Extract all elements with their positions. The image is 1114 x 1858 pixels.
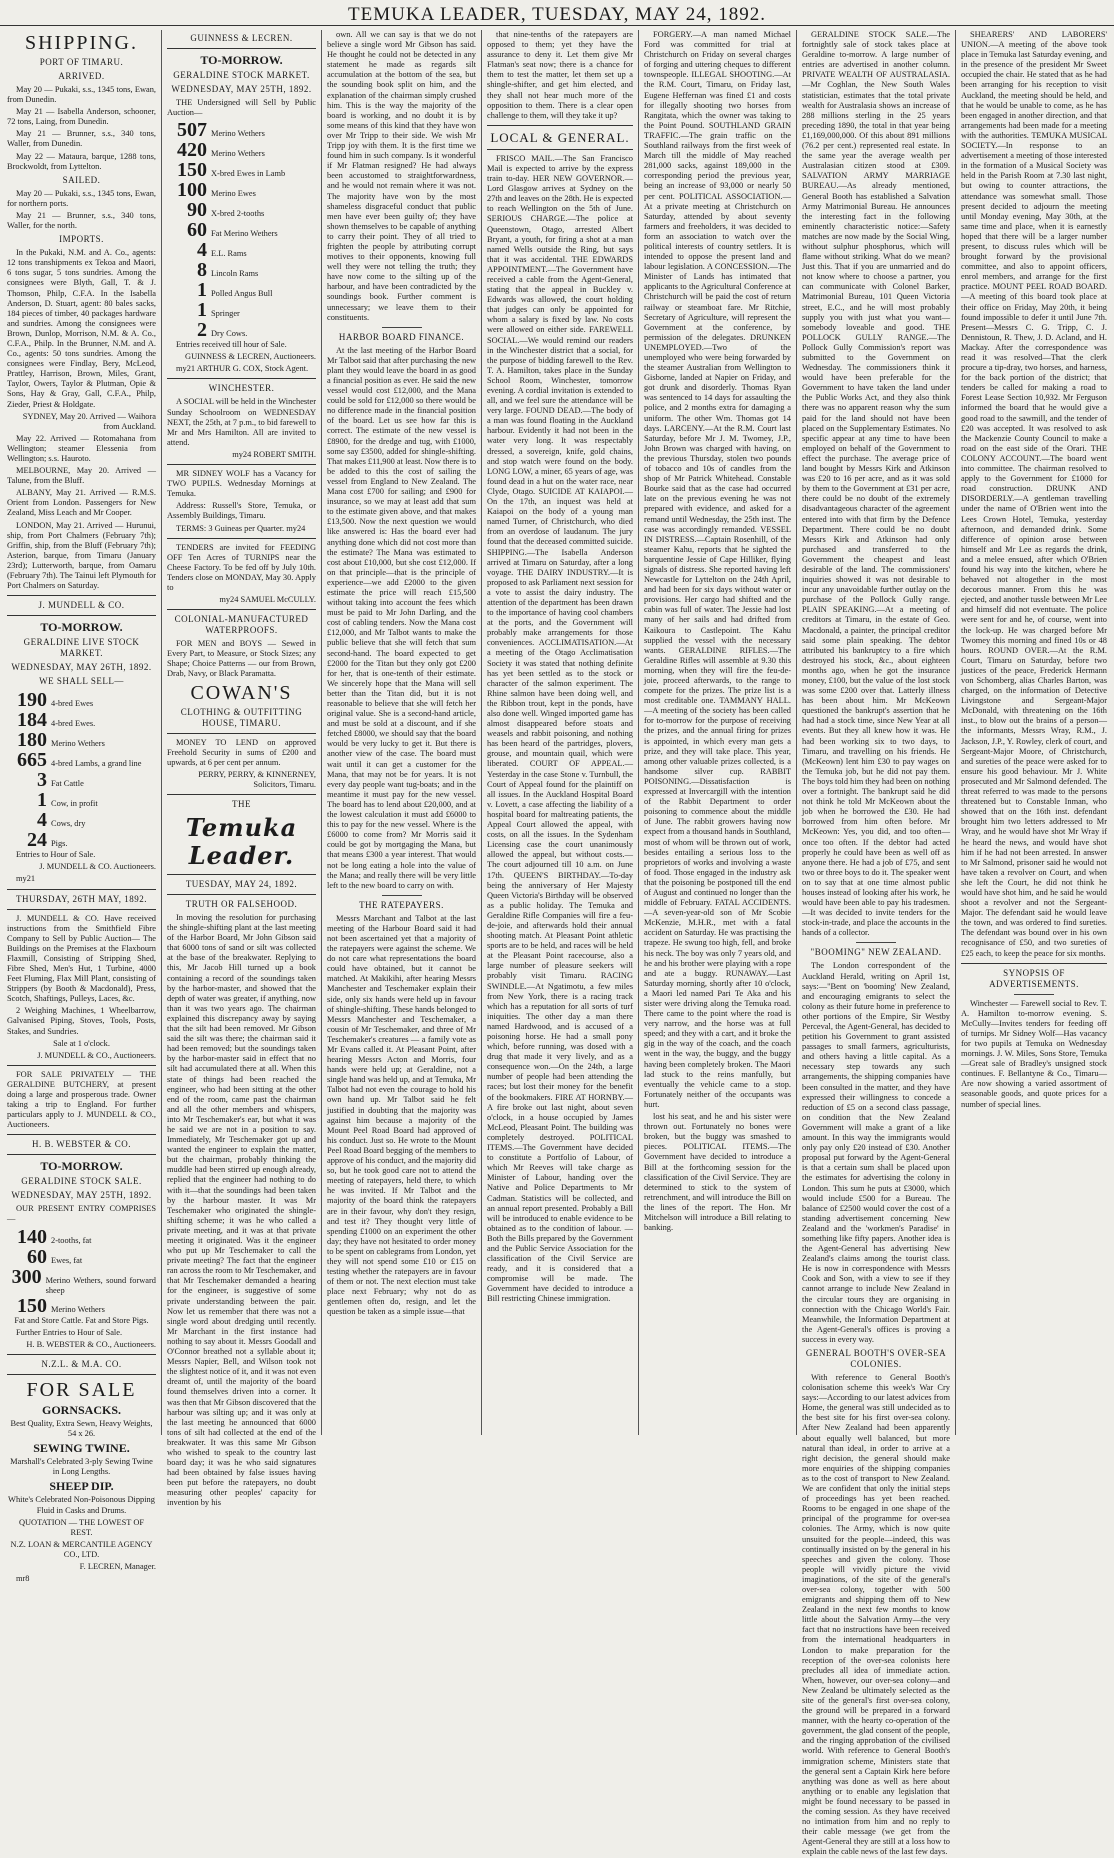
lot-description: Fat Cattle [51, 779, 84, 789]
lot-row [7, 790, 156, 810]
lot-number: 4 [197, 239, 207, 262]
lot-number: 190 [17, 689, 47, 712]
arrival-item: May 21 — Brunner, s.s., 340 tons, Waller, from Dunedin. [7, 129, 156, 149]
article-text: SHEARERS' AND LABORERS' UNION.—A meeting of the above took place in Temuka last Saturday evening, and in the presence of the president Mr Sweet occupied the chair. He stated that as he had been arranging for his reception to visit Auckland, the meeting should be held, and that he would be unable to come, as he has been engaged in another direction, and that arrangements had been made for a meeting with the authorities. TEMUKA MUSICAL SOCIETY.—In response to an advertisement a meeting of those interested in the formation of a Musical Society was held in the Parish Room at 7.30 last night, but owing to counter attractions, the attendance was somewhat small. Those present decided to adjourn the meeting until Monday evening, May 30th, at the same time and place, when it is earnestly hoped that there will be a larger number present, to discuss rules which will be brought forward by the provisional committee, and also to appoint officers, enrol members, and arrange for the first practice. MOUNT PEEL ROAD BOARD.—A meeting of this board took place at their office on Friday, May 20th, it being found impossible to defer it until June 7th. Present—Messrs C. G. Tripp, C. J. Dennistoun, R. Thew, J. D. Acland, and H. Mackay. After the correspondence was read it was resolved—That the clerk procure a tip-dray, two horses, and harness, for the back portion of the district; that tenders be called for making a road to Forest Lease Section 10,932. Mr Ferguson informed the board that he would give a good road to the sawmill, and the tender of £20 was accepted. It was resolved to ask the Mackenzie County Council to make a road on the east side of the Orari. THE COLONY ACCOUNT.—The board went into committee. The chairman resolved to apply to the Government for £1000 for road construction. DRUNK AND DISORDERLY.—A gentleman travelling under the name of O'Brien went into the Lees Crown Hotel, Temuka, yesterday afternoon, and demanded drink. Some difference of opinion arose between himself and Mr Lee as regards the drink, and a melee ensued, after which O'Brien found his way into the kitchen, where he behaved not altogether in the most decorous manner. From this he was ejected, and another tussle between Mr Lee and himself did not eventuate. The police were sent for and he, of course, went into the lock-up. He was charged before Mr Twomey this morning and fined 10s or 48 hours. ROUND OVER.—At the R.M. Court, Timaru on Saturday, before two justices of the peace, Frederick Hermann von Schomberg, alias Charles Barton, was charged, on the information of Detective Livingstone and Sergeant-Major McDonald, with threatening on the 16th inst., to blow out the brains of a person—the informants, Messrs Wray, R.M., J. Jackson, J.P., Y. Rowley, clerk of court, and Sergeant-Major Moore, of Christchurch, and sureties of the peace were asked for to ensure his good behaviour. Mr J. White prosecuted and Mr Salmond defended. The threat referred to was made to the persons threatened but to Constable Inman, who showed that on the 16th inst. defendant brought him two letters addressed to Mr Wray, and he would have shot Mr Wray if he heard the news, and would have shot him if he had not been arrested. In answer to Mr Salmond, prisoner said he would not have taken a revolver on Court, and when she left the Court, he did not think he would have shot him, and he said he would shoot a revolver and not the Sergeant-Major. The defendant said he would leave the town, and was ordered to find sureties. The defendant was bound over in his own recognisance of £50, and two sureties of £25 each, to keep the peace for six months. [961, 30, 1107, 958]
divider [167, 464, 316, 465]
paper-title-prefix: THE [232, 799, 251, 809]
lot-description: Cow, in profit [51, 799, 98, 809]
notice-signature: my24 SAMUEL McCULLY. [219, 595, 316, 605]
product-description: White's Celebrated Non-Poisonous Dipping Fluid in Casks and Drums. [8, 1495, 155, 1515]
place-heading: WINCHESTER. [208, 383, 275, 394]
lot-row [167, 160, 316, 180]
column-2 [161, 30, 321, 1508]
column-6 [796, 30, 955, 1857]
sailed-heading: SAILED. [62, 174, 101, 185]
tomorrow-heading: TO-MORROW. [40, 1159, 123, 1174]
lot-row [7, 710, 156, 730]
sydney-news: SYDNEY, May 20. Arrived — Waihora from Auckland. [22, 411, 156, 431]
article-text: that nine-tenths of the ratepayers are opposed to them; yet they have the assurance to deny it. Let them give Mr Flatman's seat now; there is a chance for them to test the matter, let them set up a shingle-shifter, and get him elected, and they shall not hear much more of the opposition to them. There is a clear open challenge to them, will they take it up? [487, 30, 633, 120]
lot-row [167, 180, 316, 200]
lot-row [167, 260, 316, 280]
divider [167, 794, 316, 795]
lot-row [7, 770, 156, 790]
market-heading: GERALDINE LIVE STOCK MARKET. [23, 637, 140, 659]
divider [7, 909, 156, 910]
advertiser-name: N.Z.L. & M.A. CO. [41, 1359, 122, 1370]
divider [961, 963, 1107, 964]
sale-date: THURSDAY, 26TH MAY, 1892. [15, 893, 148, 904]
divider [487, 125, 633, 126]
agent-line: my21 ARTHUR G. COX, Stock Agent. [176, 364, 309, 374]
lot-number: 2 [197, 319, 207, 342]
pupils-address: Address: Russell's Store, Temuka, or Assembly Buildings, Timaru. [167, 501, 316, 521]
sailing-item: May 20 — Pukaki, s.s., 1345 tons, Ewan, for northern ports. [7, 188, 156, 208]
divider [7, 1154, 156, 1155]
lot-number: 60 [27, 1245, 47, 1268]
lot-description: E.L. Rams [211, 249, 247, 259]
article-heading: HARBOR BOARD FINANCE. [338, 331, 465, 342]
article-text: At the last meeting of the Harbor Board Mr Talbot said that after purchasing the new plant they would leave the board in as good a financial position as ever. He said the new vessel would cost £12,000, and the Mana could be sold for £12,000 so there would be no difference made in the financial position of the board. Let us see how far this is correct. The estimate of the new vessel is £8900, for the dredge and tug, with £1000, some say £3500, added for shingle-shifting. That makes £11,900 at least. Now there is to be added to this the cost of sailing the vessel from England to New Zealand. The Mana cost £700 for sailing; and £900 for insurance, so we may at least add that sum to the estimate given above, and that makes £13,500. Now the next question we would like answered is: Has the board ever had anything done which did not cost more than the estimate? The Mana was estimated to cost about £10,000, but she cost £12,000. If on that principle—that is the principle of experience—we add £2000 to the given estimate the price will reach £15,500 without taking into account the fees which must be paid to Mr John Darling, and the cost of cabling tenders. Now the Mana cost £12,000, and Mr Talbot wants to make the public believe that she will fetch that sum second-hand. The board expected to get £2000 for the Titan but they only got £200 for her, that is one-tenth of their estimate. We sincerely hope that the Mana will sell better than the Titan did, but it is not reasonable to believe that she will fetch her original value. She is a second-hand article, and must be sold at a discount, and if she fetched £8000, we should say that the board would be very lucky to get it. But there is another view of the case. The board must wait until it can get a customer for the Mana, that may not be for years. It is not every day people want tug-boats; and in the meantime it must pay for the new vessel. The board has to lend about £20,000, and at the lowest calculation it must add £6000 to this to pay for the new vessel. Where is the £6000 to come from? Mr Morris said it could be got by mortgaging the Mana, but that means £300 a year interest. That would not be long eating a hole into the value of the Mana; and really there will be very little left to the new board to carry on with. [327, 345, 477, 890]
auctioneer-signature: J. MUNDELL & CO., Auctioneers. [37, 1050, 156, 1060]
tenders-notice: TENDERS are invited for FEEDING OFF Ten Acres of TURNIPS near the Cheese Factory. To be fed off by July 10th. Tenders close on MONDAY, May 30. Apply to [167, 542, 316, 592]
notice-signature: my24 ROBERT SMITH. [232, 449, 316, 459]
lot-description: Pigs. [51, 839, 68, 849]
lot-description: Springer [211, 309, 240, 319]
article-text: lost his seat, and he and his sister were thrown out. Fortunately no bones were broken, but the buggy was smashed to pieces. POLITICAL ITEMS.—The Government have decided to introduce a Bill at the forthcoming session for the classification of the Civil Service. They are determined to stick to the system of retrenchment, and will introduce the Bill on the lines of the report. The Hon. Mr Mitchelson will introduce a Bill relating to banking. [644, 1112, 791, 1233]
lot-number: 24 [27, 829, 47, 852]
lot-number: 140 [17, 1225, 47, 1248]
social-notice: A SOCIAL will be held in the Winchester Sunday Schoolroom on WEDNESDAY NEXT, the 25th, at 7 p.m., to bid farewell to Mr and Mrs Hamilton. All are invited to attend. [167, 397, 316, 447]
article-text: FRISCO MAIL.—The San Francisco Mail is expected to arrive by the express train to-day. HER NEW GOVERNOR.—Lord Glasgow arrives at Sydney on the 27th and leaves on the 28th. He is expected to reach Wellington on the 5th of June. SERIOUS CHARGE.—The police at Queenstown, Otago, arrested Albert Bryant, a youth, for firing a shot at a man named Wells outside the Ring, but says that it was accidental. THE EDWARDS APPOINTMENT.—The Government have received a cable from the Agent-General, stating that the appeal in Buckley v. Edwards was allowed, the court holding that judges can only be appointed for whom a salary is fixed by law. No costs were allowed on either side. FAREWELL SOCIAL.—We would remind our readers in the Winchester district that a social, for the purpose of bidding farewell to the Rev. T. A. Hamilton, takes place in the Sunday School Room, Winchester, tomorrow evening. A cordial invitation is extended to all, and we feel sure the attendance will be very large. FOUND DEAD.—The body of a man was found floating in the Auckland harbour. Evidently it had not been in the water very long. It was respectably dressed, a sovereign, knife, gold chains, and stop watch were found on the body. LONG LOW, a miner, 65 years of age, was found dead in a hut on the water race, near Clyde, Otago. SUICIDE AT KAIAPOI.—On the 17th, an inquest was held at Kaiapoi on the body of a young man named Turner, of Christchurch, who died from an overdose of laudanum. The jury found that the deceased committed suicide. SHIPPING.—The Isabella Anderson arrived at Timaru on Saturday, after a long voyage. THE DAIRY INDUSTRY.—It is proposed to ask Parliament next session for a vote to assist the dairy industry. The attention of the department has been drawn to the importance of having cool chambers at the ports, and the Government will probably make arrangements for those conveniences. ACCLIMATISATION.—At a meeting of the Otago Acclimatisation Society it was stated that nothing definite has yet been settled as to the stock or character of the salmon experiment. The Rhine salmon have been doing well, and the Ribbon trout, kept in the ponds, have also done well. Winged imported game has almost disappeared before stoats and weasels and rabbit poisoning, and nothing has been heard of the partridges, plovers, grouse, and mountain quail, which were liberated. COURT OF APPEAL.—Yesterday in the case Stone v. Turnbull, the Court of Appeal found for the plaintiff on all issues. In the Auckland Hospital Board v. Lovett, a case affecting the liability of a hospital board for maltreating patients, the Appeal Court allowed the appeal, with costs, on all the issues. In the Sydenham Licensing case the court unanimously allowed the appeal, but without costs.—The court adjourned till 10 a.m. on June 17th. QUEEN'S BIRTHDAY.—To-day being the anniversary of Her Majesty Queen Victoria's Birthday will be observed as a public holiday. The Temuka and Geraldine Rifle Companies will fire a feu-de-joie, and afterwards hold their annual shooting match. At Pleasant Point athletic sports are to be held, and races will be held at the Pleasant Point racecourse, also a large number of pleasure seekers will probably visit Timaru. RACING SWINDLE.—At Ngatimotu, a few miles from New York, there is a racing track which has a reputation for all sorts of turf iniquities. The other day a man there named Hardwood, and is accused of a poisoning horse. He had a small pony which, before running, was dosed with a drug that made it very lively, and as a consequence won.—On the 24th, a large number of people had been attending the races; but lost their money for the benefit of the bookmakers. FIRE AT HORNBY.—A fire broke out last night, about seven o'clock, in a house occupied by James McLeod, Pleasant Point. The building was completely destroyed. POLITICAL ITEMS.—The Government have decided to constitute a Portfolio of Labour, of which Mr Reeves will take charge as Minister of Labour, handing over the Native and Police Departments to Mr Cadman. Statistics will be collected, and an annual report presented. Probably a Bill will be introduced to enable evidence to be obtained as to the condition of labour. —Both the Bills prepared by the Government and the Public Service Association for the classification of the Civil Service are ready, and it is considered that a compromise will be made. The Government have decided to introduce a Bill restricting Chinese immigration. [487, 153, 633, 1304]
lot-number: 4 [37, 809, 47, 832]
quotation-note: QUOTATION — THE LOWEST OF REST. [18, 1517, 145, 1537]
lot-description: 4-bred Ewes. [51, 719, 96, 729]
lot-number: 150 [17, 1294, 47, 1317]
auction-intro: THE Undersigned will Sell by Public Auction— [167, 98, 316, 118]
divider [167, 894, 316, 895]
divider [7, 1065, 156, 1066]
lot-row [167, 280, 316, 300]
lot-description: 2-tooths, fat [51, 1235, 92, 1245]
article-text: The London correspondent of the Auckland Herald, writing on April 1st, says:—"Bent on 'booming' New Zealand, and encouraging emigrants to select the colony as their future home in preference to other portions of the Empire, Sir Westby Perceval, the Agent-General, has decided to petition his Government to grant assisted passages to small farmers, agriculturists, and others having a little capital. As a necessary step towards any such arrangements, the shipping companies have been consulted in the matter, and they have expressed their willingness to concede a reduction of £5 on a second class passage, on condition that the New Zealand Government will make a grant of a like amount. In this way the immigrants would only pay only £20 instead of £30. Another proposal put forward by the Agent-General is that a certain sum shall be placed upon the estimates for advertising the colony in London. This sum he puts at £3000, which would include £500 for a Bureau. The balance of £2500 would cover the cost of a standing advertisement concerning New Zealand and the 'workmen's Paradise' in something like fifty papers. Another idea is the Agent-General has advertising New Zealand's claims among the tourist class. He is now in correspondence with Messrs Cook and Son, with a view to see if they cannot arrange to include New Zealand in the circular tours they are organising in connection with the Chicago World's Fair. Meanwhile, the Information Department at the Agent-General's offices is proving a success in every way. [802, 961, 950, 1344]
london-news: LONDON, May 21. Arrived — Hurunui, ship, from Port Chalmers (February 7th); Griffin, ship, from the Bluff (February 7th); Asterion, barque, from Timaru (January 23rd); Lutterworth, barque, from Oamaru (February 7th). The Tainui left Plymouth for Port Chalmers on Saturday. [7, 520, 156, 591]
masthead-title: TEMUKA LEADER, TUESDAY, MAY 24, 1892. [348, 4, 766, 25]
lot-description: Dry Cows. [211, 329, 248, 339]
issue-date: TUESDAY, MAY 24, 1892. [185, 879, 298, 889]
divider [382, 327, 422, 328]
advertiser-name: H. B. WEBSTER & CO. [31, 1139, 132, 1150]
divider [7, 595, 156, 596]
lot-number: 420 [177, 139, 207, 162]
lot-number: 507 [177, 119, 207, 142]
lot-row [7, 690, 156, 710]
article-heading: SYNOPSIS OF ADVERTISEMENTS. [989, 967, 1079, 989]
article-text: With reference to General Booth's colonisation scheme this week's War Cry says:—According to our latest advices from Home, the general was still undecided as to the best site for his first over-sea colony. After New Zealand had been apparently about equally well balanced, but more natural than ideal, in order to arrive at a right decision, the general should make more enquiries of the shipping companies as to the cost of transport to New Zealand. We are confident that only the initial steps of proceedings has yet been reached. Rooms to be engaged in one shape of the principal of the programme for over-sea colonies. The Army, which is now quite unsuited for the people—indeed, this was continually insisted on by the general in his speeches and given the colony. Those people will vividly picture the vivid imaginations, of the site of the general's over-sea colony, together with 500 emigrants and shipping them off to New Zealand in the next few months to know little about the Salvation Army—the very fact that no instructions have been received from the international headquarters in London to make preparation for the reception of the over-sea colonists here precludes all idea of immediate action. When, however, our over-sea colony—and New Zealand be ultimately selected as the site of the general's first over-sea colony, the ground will be prepared in a forward manner, with the hearty co-operation of the government, the glad consent of the people, and the ringing approbation of the civilised world. With reference to General Booth's immigration scheme, Ministers state that the general sent a Captain Kirk here before anything was done as well as here about anything or to enable any legislation that might be found necessary to be passed in the coming session. As they have received no intimation from him and no reply to their cable message (we get from the Agent-General they are still at a loss how to explain the cable news of the last few days. [802, 1373, 950, 1857]
lot-description: Fat Merino Wethers [211, 229, 278, 239]
sale-date: WEDNESDAY, MAY 26TH, 1892. [11, 662, 152, 673]
sale-time: Sale at 1 o'clock. [53, 1038, 110, 1048]
lot-number: 184 [17, 709, 47, 732]
lot-row [167, 320, 316, 340]
column-4 [481, 30, 638, 1435]
lot-row [7, 1247, 156, 1267]
column-1 [2, 30, 161, 1584]
divider [7, 1374, 156, 1375]
albany-news: ALBANY, May 21. Arrived — R.M.S. Orient from London. Passengers for New Zealand, Miss Leach and Mr Cooper. [7, 488, 156, 518]
lot-description: 4-bred Lambs, a grand line [51, 759, 142, 769]
divider [382, 895, 422, 896]
column-5 [638, 30, 796, 1435]
divider [1014, 994, 1054, 995]
lot-number: 1 [197, 279, 207, 302]
lot-row [7, 830, 156, 850]
article-text: Messrs Marchant and Talbot at the last meeting of the Harbour Board said it had not been ascertained yet that a majority of the ratepayers were against the scheme. We do not care what representations the board could have obtained, but it cannot be matched. At Makikihi, after hearing Messrs Manchester and Teschemaker explain their side, only six hands were held up in favour of shingle-shifting. These hands belonged to Messrs Manchester and Teschemaker, a cousin of Mr Teschemaker, and three of Mr Teschemaker's creatures — a family vote as Mr Evans called it. At Pleasant Point, after hearing Messrs Acton and Morris, four hands were held up; at Geraldine, not a single hand was held up, and at Temuka, Mr Talbot had not even the courage to hold his own hand up. Mr Talbot said he felt justified in doubting that the majority was against him because a majority of the Mount Peel Road Board had approved of his conduct. Just so. He wrote to the Mount Peel Road Board begging of the members to approve of his conduct, and the majority did so, but he took good care not to attend the meeting of ratepayers, held there, to which he was invited. If Mr Talbot and the majority of the board think the ratepayers are in their favour, why don't they resign, and test it? They thought very little of spending £1000 on an experiment the other day; they have not hesitated to order money to be spent on cablegrams from London, yet they will not spend some £10 or £15 on testing whether the ratepayers are in favour of them or not. The next election must take place next February; why not do as gentlemen often do, resign, and let the question be taken as a simple issue—that [327, 913, 476, 1317]
manager-signature: F. LECREN, Manager. [79, 1561, 156, 1571]
lot-description: Merino Ewes [211, 189, 256, 199]
arrival-item: May 22 — Mataura, barque, 1288 tons, Brockwoldt, from Lyttelton. [7, 151, 156, 171]
pupils-terms: TERMS: 3 Guineas per Quarter. my24 [176, 523, 306, 533]
entries-note: Entries received till hour of Sale. [176, 340, 287, 350]
shipping-heading: SHIPPING. [24, 32, 139, 54]
imports-heading: IMPORTS. [59, 234, 104, 245]
lot-description: Merino Wethers [51, 1304, 105, 1314]
lot-description: Merino Wethers [211, 129, 265, 139]
ad-code: my21 [16, 874, 36, 884]
lot-number: 300 [11, 1265, 42, 1288]
may22-news: May 22. Arrived — Rotomahana from Wellington; steamer Elessenia from Wellington; s.s. Hauroto. [7, 433, 156, 463]
solicitor-signature: PERRY, PERRY, & KINNERNEY, Solicitors, Timaru. [198, 769, 316, 789]
ad-heading: COLONIAL-MANUFACTURED WATERPROOFS. [174, 614, 309, 636]
lot-description: X-bred 2-tooths [211, 209, 265, 219]
auction-items: 2 Weighing Machines, 1 Wheelbarrow, Galvanised Piping, Stoves, Tools, Posts, Stakes, and Sundries. [7, 1006, 156, 1036]
lot-row [7, 810, 156, 830]
agency-name: N.Z. LOAN & MERCANTILE AGENCY CO., LTD. [10, 1539, 153, 1559]
auction-notice: J. MUNDELL & CO. Have received instructions from the Smithfield Fibre Company to Sell by Public Auction— The Buildings on the Premises at the Flaxbourn Flaxmill, Consisting of Stripping Shed, Fibre Shed, Men's Hut, 1 Turbine, 4000 Feet Fluming, Flax Mill Plant, consisting of Strippers (by Booth & Macdonald), Press, Scotch, Shaftings, Pulleys, Laces, &c. [7, 913, 156, 1004]
product-description: Best Quality, Extra Sewn, Heavy Weights, 54 x 26. [10, 1419, 153, 1439]
imports-text: In the Pukaki, N.M. and A. Co., agents: 12 tons transhipments ex Tekoa and Maori, 6 tons sugar, 5 tons sundries. Among the consignees were Blyth, Gall, T. & J. Thomson, Philp, C.F.A. In the Isabella Anderson, D. Stuart, agent: 80 bales sacks, 184 pieces of timber, 40 packages hardware and sundries. Among the consignees were Brown, Dunlop, Morrison, N.M. & A. Co., C.F.A., Philp. In the Brunner, N.M. and A. Co., agents: 50 tons sundries. Among the consignees were Findlay, Bery, McLeod, Prattley, Harrison, Brown, Miles, Grant, Taylor, Owers, Taylor & Plutman, Opie & Sons, Hay & Gray, Gall, C.F.A., Philp, Zieder, Priest & Holdgate. [7, 248, 156, 409]
sale-date: WEDNESDAY, MAY 25TH, 1892. [11, 1190, 152, 1201]
lot-row [7, 750, 156, 770]
entry-intro: OUR PRESENT ENTRY COMPRISES— [7, 1204, 156, 1224]
article-heading: TRUTH OR FALSEHOOD. [185, 899, 298, 909]
lot-row [167, 300, 316, 320]
lot-description: Cows, dry [51, 819, 86, 829]
divider [7, 1354, 156, 1355]
stock-note: Fat and Store Cattle. Fat and Store Pigs. [14, 1315, 149, 1325]
advertiser-name: J. MUNDELL & CO. [38, 600, 125, 611]
divider [167, 538, 316, 539]
lot-description: Ewes, fat [51, 1255, 83, 1265]
column-3 [321, 30, 481, 1435]
article-heading: GENERAL BOOTH'S OVER-SEA COLONIES. [805, 1348, 947, 1369]
divider [487, 149, 633, 150]
divider [7, 615, 156, 616]
arrival-item: May 20 — Pukaki, s.s., 1345 tons, Ewan, from Dunedin. [7, 85, 156, 105]
divider [167, 609, 316, 610]
lot-number: 3 [37, 769, 47, 792]
masthead [0, 4, 1114, 26]
sale-date: WEDNESDAY, MAY 25TH, 1892. [171, 84, 312, 94]
entries-note: Entries to Hour of Sale. [16, 850, 96, 860]
lot-row [7, 730, 156, 750]
lot-description: Merino Wethers, sound forward sheep [45, 1275, 156, 1295]
entries-note: Further Entries to Hour of Sale. [16, 1327, 123, 1337]
article-text: own. All we can say is that we do not believe a single word Mr Gibson has said. He thought he could not be detected in any statement he made as regards silt accumulation at the bottom of the sea, but the sounding book split on him, and the explanation of the chairman simply crushed him. This is the way the majority of the board is working, and no doubt it is by some means of this kind that they have won over Mr Tripp to their side. We wish Mr Tripp joy with them. It is the first time we found him in such company. Is it wonderful if Mr Flatman resigned? He had always been accustomed to straightforwardness, and he would not remain where it was not. The majority have won by the most shameless disgraceful conduct that public men have ever been guilty of; they have shown themselves to be capable of anything to carry their point. They of all tried to frighten the people by attributing corrupt motives to their opponents, knowing full well they were not telling the truth; they have now come to the silting up of the harbour, and have been contradicted by the soundings book. Further comment is unnecessary; we leave them to their constituents. [327, 30, 476, 322]
lot-number: 150 [177, 159, 207, 182]
lot-number: 665 [17, 749, 47, 772]
lot-description: 4-bred Ewes [51, 699, 94, 709]
auctioneer-signature: H. B. WEBSTER & CO., Auctioneers. [26, 1339, 156, 1349]
lot-number: 90 [187, 199, 207, 222]
sale-heading: GERALDINE STOCK SALE. [21, 1176, 142, 1187]
lot-row [7, 1267, 156, 1296]
sailing-item: May 21 — Brunner, s.s., 340 tons, Waller, for the north. [7, 210, 156, 231]
port-heading: PORT OF TIMARU. [39, 57, 124, 67]
auctioneer-signature: J. MUNDELL & CO. Auctioneers. [39, 862, 156, 872]
private-sale-notice: FOR SALE PRIVATELY — THE GERALDINE BUTCHERY, at present doing a large and prosperous trade. Owner taking a trip to England. For further particulars apply to J. MUNDELL & CO., Auctioneers. [7, 1069, 156, 1130]
store-subtitle: CLOTHING & OUTFITTING HOUSE, TIMARU. [180, 706, 303, 728]
lot-description: X-bred Ewes in Lamb [211, 169, 286, 179]
sell-heading: WE SHALL SELL— [39, 676, 124, 687]
lot-description: Lincoln Rams [211, 269, 259, 279]
divider [167, 378, 316, 379]
tomorrow-heading: TO-MORROW. [200, 53, 283, 67]
lot-row [167, 220, 316, 240]
article-text: GERALDINE STOCK SALE.—The fortnightly sale of stock takes place at Geraldine to-morrow. A large number of entries are advertised in another column. PRIVATE WEALTH OF AUSTRALASIA.—Mr Coghlan, the New South Wales statistician, estimates that the total private wealth for Australasia shows an increase of 288 millions sterling in the 25 years preceding 1890, the total in that year being £1,169,000,000. Of this about 891 millions (76.2 per cent.) represented real estate. In the same year the average wealth per Australasian citizen stood at £309. SALVATION ARMY MARRIAGE BUREAU.—As already mentioned, General Booth has established a Salvation Army Matrimonial Bureau. He announces the interesting fact in the following eminently characteristic notice:—Safety matches are now made by the Social Wing, without sulphur phosphorus, which will flame without striking. What do we mean? Just this. That if you are unmarried and do not know where to choose a partner, you can communicate with Colonel Barker, Matrimonial Bureau, 101 Queen Victoria street, E.C., and he will most probably supply you with just what you want—somebody loveable and good. THE POLLOCK GULLY RANGE.—The Pollock Gully Commission's report was submitted to the Government on Wednesday. The commissioners think it would have been preferable for the Government to have taken the land under the Public Works Act, and they also think there was no apparent reason why the sum paid for the land should not have been placed on the Supplementary Estimates. No specific appear at any time to have been employed on behalf of the Government to effect the purchase. The average price of land bought by Messrs Kirk and Atkinson was £20 to 16 per acre, and as it was sold by them to the Government at £31 per acre, there could be no doubt of the extremely disadvantageous character of the agreement entered into with that firm by the Defence Department. There could be no doubt Messrs Kirk and Atkinson had only purchased and transferred to the Government the cheapest and least desirable of the land. The commissioners' inquiries showed it was not desirable to incur any unavoidable further outlay on the purchase of the Pollock Gully range. PLAIN SPEAKING.—At a meeting of creditors at Timaru, in the estate of Geo. Macdonald, a painter, the principal creditor said some plain speaking. The debtor attributed his bankruptcy to a fire which destroyed his stock, &c., about eighteen months ago, when he got the insurance money, £100, but the value of the lost stock was some £200 over that. Latterly illness has been about him. Mr McKeown questioned the bankrupt's assertion that he had had a stock time, since New Year at all events. But they all knew how it was. He had been working six to two days, to Timaru, and travelling on his friends. He (McKeown) lent him £30 to pay wages on the Temuka job, but he did not pay them. The boys told him they had been on nothing over a fortnight. The bankrupt said he did not think he told Mr McKeown about the job when he borrowed the £30. He had borrowed from him often before. Mr McKeown: Yes, you did, and too often—once too often. If the debtor had acted properly he could have been as well off as anyone there. He had a job of £75, and sent two or three boys to do it. The speaker went on to say that at one time almost public houses instead of looking after his work, he would have been able to pay his tradesmen.—It was decided to invite tenders for the stock-in-trade, and place the accounts in the hands of a collector. [802, 30, 950, 938]
lot-number: 100 [177, 179, 207, 202]
product-description: Marshall's Celebrated 3-ply Sewing Twine in Long Lengths. [10, 1457, 153, 1477]
article-heading: "BOOMING" NEW ZEALAND. [810, 947, 942, 958]
divider [167, 874, 316, 875]
lot-description: Merino Wethers [51, 739, 105, 749]
lot-number: 180 [17, 729, 47, 752]
ad-code: mr8 [16, 1574, 30, 1584]
arrived-heading: ARRIVED. [58, 71, 105, 81]
arrival-item: May 21 — Isabella Anderson, schooner, 72 tons, Laing, from Dunedin. [7, 107, 156, 127]
divider [7, 1134, 156, 1135]
divider [167, 48, 316, 49]
lot-row [7, 1296, 156, 1316]
product-heading: GORNSACKS. [41, 1403, 121, 1418]
article-text: Winchester — Farewell social to Rev. T. A. Hamilton to-morrow evening. S. McCully—Invites tenders for feeding off of turnips. Mr Sidney Wolf—Has vacancy for two pupils at Temuka on Wednesday mornings. J. W. Miles, Sons Store, Temuka—Great sale of Bradley's unsigned stock continues. F. Bellantyne & Co., Timaru—Are now showing a varied assortment of seasonable goods, and quote prices for a number of special lines. [961, 998, 1107, 1109]
divider [7, 889, 156, 890]
lot-number: 1 [37, 789, 47, 812]
lot-description: Merino Wethers [211, 149, 265, 159]
market-heading: GERALDINE STOCK MARKET. [173, 70, 310, 80]
tomorrow-heading: TO-MORROW. [40, 620, 123, 635]
lot-row [167, 200, 316, 220]
lot-number: 1 [197, 299, 207, 322]
product-heading: SHEEP DIP. [49, 1479, 114, 1494]
ad-text: FOR MEN and BOYS — Sewed in Every Part, to Measure, or Stock Sizes; any Shape; Choice Patterns — our from Brown, Drab, Navy, or Black Paramatta. [167, 639, 316, 679]
auctioneer-signature: GUINNESS & LECREN, Auctioneers. [185, 352, 316, 362]
store-name: COWAN'S [190, 681, 293, 704]
lot-number: 8 [197, 259, 207, 282]
advertiser-name: GUINNESS & LECREN. [190, 33, 293, 43]
column-7 [955, 30, 1112, 1435]
product-heading: SEWING TWINE. [33, 1441, 130, 1456]
article-heading: THE RATEPAYERS. [359, 899, 444, 910]
lot-row [167, 120, 316, 140]
article-text: FORGERY.—A man named Michael Ford was committed for trial at Christchurch on Friday on several charges of forging and uttering cheques to different townspeople. ILLEGAL SHOOTING.—At the R.M. Court, Timaru, on Friday last, Eugene Heffernan was fined £1 and costs for illegally shooting two horses from Rangitata, which the owner was taking to the Point Pound. SOUTHLAND GRAIN TRAFFIC.—The grain traffic on the Southland railways from the first week of March till the middle of May reached 281,000 sacks, against 189,000 in the corresponding period the previous year, being an increase of 93,000 or nearly 50 per cent. POLITICAL ASSOCIATION.—At a private meeting at Christchurch on Saturday, attended by about seventy farmers and freeholders, it was decided to form an association to watch over the political interests of country settlers. It is intended to oppose the present land and labour legislation. A CONCESSION.—The Minister of Lands has intimated that applicants to the Agricultural Conference at Christchurch will be paid the cost of return railway or steamboat fare. Mr Ritchie, Secretary of Agriculture, will represent the Government at the conference, by permission of the delegates. DRUNKEN UNEMPLOYED.—Two of the unemployed who were being forwarded by the steamer Australian from Wellington to Gisborne, landed at Napier on Friday, and got drunk and disorderly. Thomas Ryan was sentenced to 14 days for assaulting the police, and 2 months extra for damaging a uniform. The other Wm. Thomas got 14 days. LARCENY.—At the R.M. Court last Saturday, before Mr J. M. Twomey, J.P., John Brown was charged with having, on the previous Thursday, stolen two pounds of tobacco and 10s of candles from the shop of Mr Patrick Whitehead. Constable Bourke said that as the case had occurred late on the previous evening he was not prepared with evidence, and asked for a remand until Wednesday, the 25th inst. The case was accordingly remanded. VESSEL IN DISTRESS.—Captain Rosenhill, of the steamer Kahu, reports that he sighted the barquentine Jessie of Cape Hilliker, flying signals of distress. She reported having left Newcastle for Lyttelton on the 24th April, and had been for six days without water or provisions. Her cargo had shifted and the cabin was full of water. The Jessie had lost many of her sails and had drifted from Kaikoura to Castlepoint. The Kahu supplied the vessel with the necessary wants. GERALDINE RIFLES.—The Geraldine Rifles will assemble at 9.30 this morning, when they will fire the feu-de-joie, proceed afterwards, to the range to compete for the prizes. The prize list is a most creditable one. TAMMANY HALL.—A meeting of the society has been called for to-morrow for the purpose of receiving the prizes, and the annual firing for prizes is appointed, in which every man gets a prize, and they will take place. This year, among other valuable prizes collected, is a handsome silver cup. RABBIT POISONING.—Dissatisfaction is expressed at Invercargill with the intention of the Rabbit Department to order poisoning to commence about the middle of June. The rabbit growers having now expect from a thousand hands in Southland, most of whom will be thrown out of work, besides entailing a serious loss to the proprietors of works and involving a waste of food. Those engaged in the industry ask that the poisoning be postponed till the end of August and continued no longer than the middle of February. FATAL ACCIDENTS.—A seven-year-old son of Mr Scobie McKenzie, M.H.R., met with a fatal accident on Saturday. He was practising the trapeze. He swung too high, fell, and broke his neck. The boy was only 7 years old, and he and his brother were playing with a rope and ate a buggy. RUNAWAY.—Last Saturday morning, shortly after 10 o'clock, a Maori led named Pari Te Aka and his sister were driving along the Temuka road. There came to the point where the road is very narrow, and the horse was at full speed; and they with a cart, and it broke the gig in the way of the coach, and the coach went in the way, the buggy, and the buggy having been completely broken. The Maori lad stuck to the reins manfully, but eventually the vehicle came to a stop. Fortunately neither of the occupants was hurt. [644, 30, 791, 1109]
section-heading: LOCAL & GENERAL. [490, 129, 630, 145]
lot-row [167, 140, 316, 160]
paper-title: Temuka Leader. [185, 813, 298, 870]
lot-row [167, 240, 316, 260]
pupils-notice: MR SIDNEY WOLF has a Vacancy for TWO PUPILS. Wednesday Mornings at Temuka. [167, 469, 316, 499]
for-sale-heading: FOR SALE [26, 1379, 137, 1402]
loan-notice: MONEY TO LEND on approved Freehold Security in sums of £200 and upwards, at 6 per cent per annum. [167, 737, 316, 767]
lot-row [7, 1227, 156, 1247]
divider [167, 733, 316, 734]
lot-description: Polled Angus Bull [211, 289, 273, 299]
lot-number: 60 [187, 219, 207, 242]
divider [856, 942, 896, 943]
article-text: In moving the resolution for purchasing the shingle-shifting plant at the last meeting of the Harbor Board, Mr John Gibson said that 6000 tons of sand or silt was collected at the base of the breakwater. Replying to this, Mr Jacob Hill turned up a book containing a record of the soundings taken by the harbor-master, and showed that the depth of water was greater, if anything, now than it was two years ago. The chairman explained this discrepancy away by saying that the silt had been removed. Mr Gibson said the silt was there; the chairman said it had been removed; but the soundings taken by the harbor-master said in effect that no silt had accumulated there at all. When this state of things had been reached the engineer, who had been sitting at the other end of the room, came past the chairman and all the other members and whispers, into Mr Teschemaker's ear, but what it was he said we are not in a position to say. Immediately, Mr Teschemaker got up and wanted the engineer to explain the matter, but the chairman, probably thinking the muddle had been stirred up enough already, replied that the engineer had nothing to do with it—that the soundings had been taken by the harbour master. It was Mr Teschemaker who originated the shingle-shifting scheme; it was he who called a private meeting, and it was at that private meeting it originated. Was it the engineer who put up Mr Teschemaker to call the private meeting? The fact that the engineer ran across the room to Mr Teschemaker, and that Mr Teschemaker demanded a hearing for the engineer, is suggestive of some private understanding between the pair. Now let us remember that there was not a single word about dredging until recently. Mr Marchant in the first instance had nothing to say about it. Messrs Goodall and O'Connor breathed not a syllable about it; Messrs Napier, Bell, and Wilson took not the slightest notice of it, and it was not even dreamt of, until the majority of the board found themselves driven into a corner. It was then that Mr Gibson discovered that the harbour was silting up; and it was only at the last meeting he announced that 6000 tons of silt had collected at the end of the breakwater. It was this same Mr Gibson who wished to speak to the country last board day; it was he who said signatures had been obtained by false issues having been put before the ratepayers, no doubt measuring other peoples' capacity for invention by his [167, 913, 316, 1508]
melbourne-news: MELBOURNE, May 20. Arrived — Talune, from the Bluff. [7, 466, 156, 486]
